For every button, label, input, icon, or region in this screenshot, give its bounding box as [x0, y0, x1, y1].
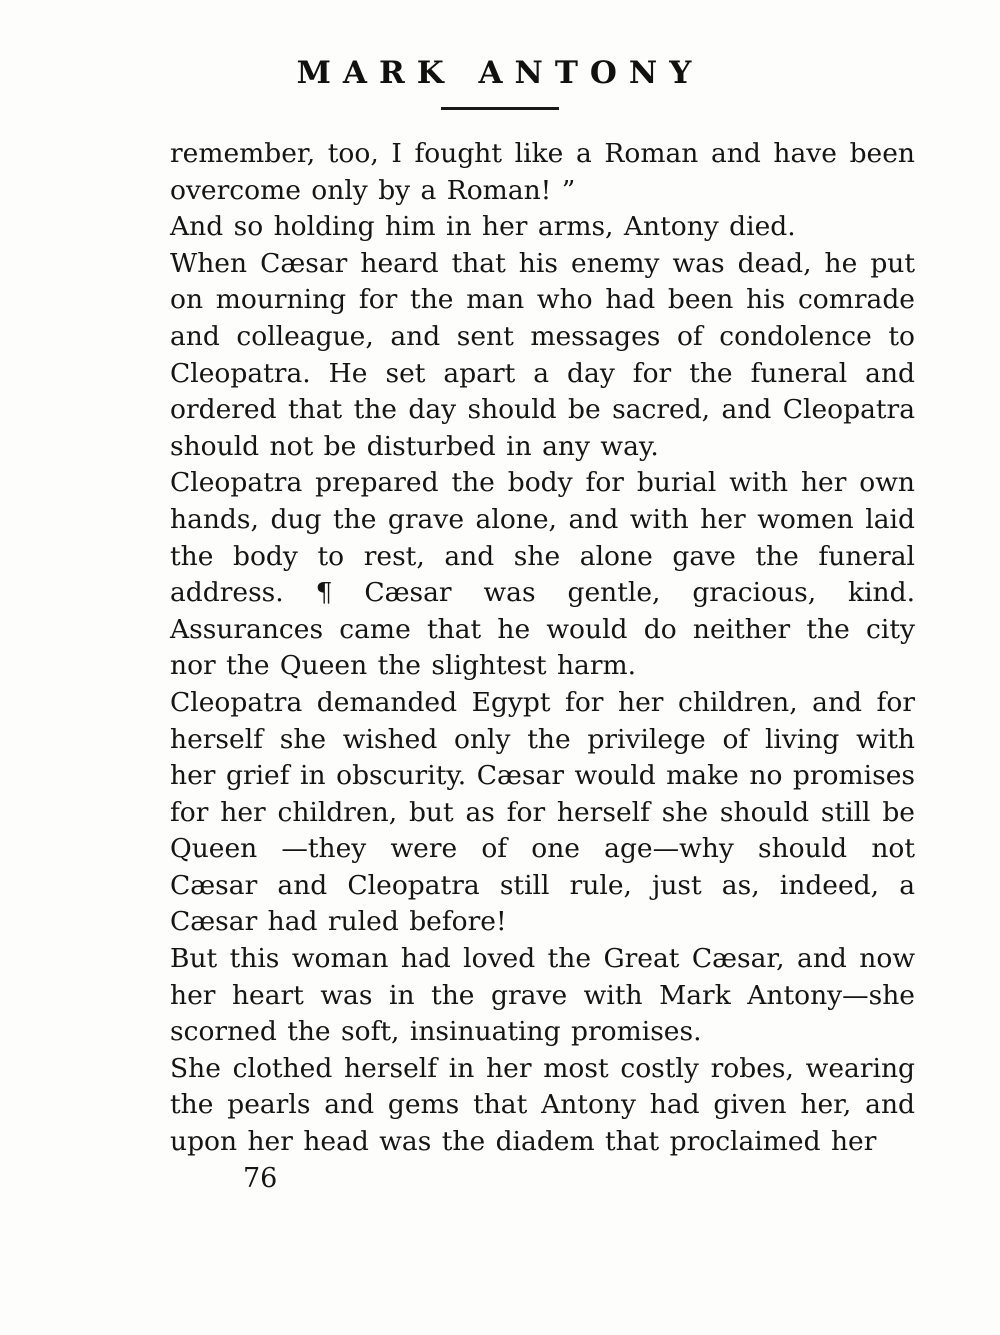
paragraph: When Cæsar heard that his enemy was dead, he put on mourning for the man who had been his comrade and colleague, and sent messages of condolence to Cleopatra. He set apart a day for the funeral and ordered that the day should be sacred, and Cleopatra should not be disturbed in any way.: [170, 247, 915, 462]
paragraph: But this woman had loved the Great Cæsar, and now her heart was in the grave with Mark Antony—she scorned the soft, insinuating promises.: [170, 943, 915, 1048]
paragraph: Cleopatra demanded Egypt for her children, and for herself she wished only the privilege of living with her grief in obscurity. Cæsar would make no promises for her children, but as for herself she should still be Queen —they were of one age—why should not Cæsar and Cleopatra still rule, just as, indeed, a Cæsar had ruled before!: [170, 686, 915, 938]
paragraph: And so holding him in her arms, Antony died.: [170, 211, 796, 243]
paragraph: Cleopatra prepared the body for burial with her own hands, dug the grave alone, and with her women laid the body to rest, and she alone gave the funeral address. ¶ Cæsar was gentle, gracious, kind. Assurances came that he would do neither the city nor the Queen the slightest harm.: [170, 467, 915, 682]
page-title: MARK ANTONY: [296, 55, 704, 91]
paragraph: She clothed herself in her most costly robes, wearing the pearls and gems that Antony had given her, and upon her head was the diadem that proclaimed her: [170, 1052, 915, 1158]
paragraph: remember, too, I fought like a Roman and have been overcome only by a Roman! ”: [170, 138, 915, 206]
page-number: 76: [243, 1162, 278, 1194]
title-divider: [441, 107, 559, 110]
body-text: [170, 136, 915, 1161]
